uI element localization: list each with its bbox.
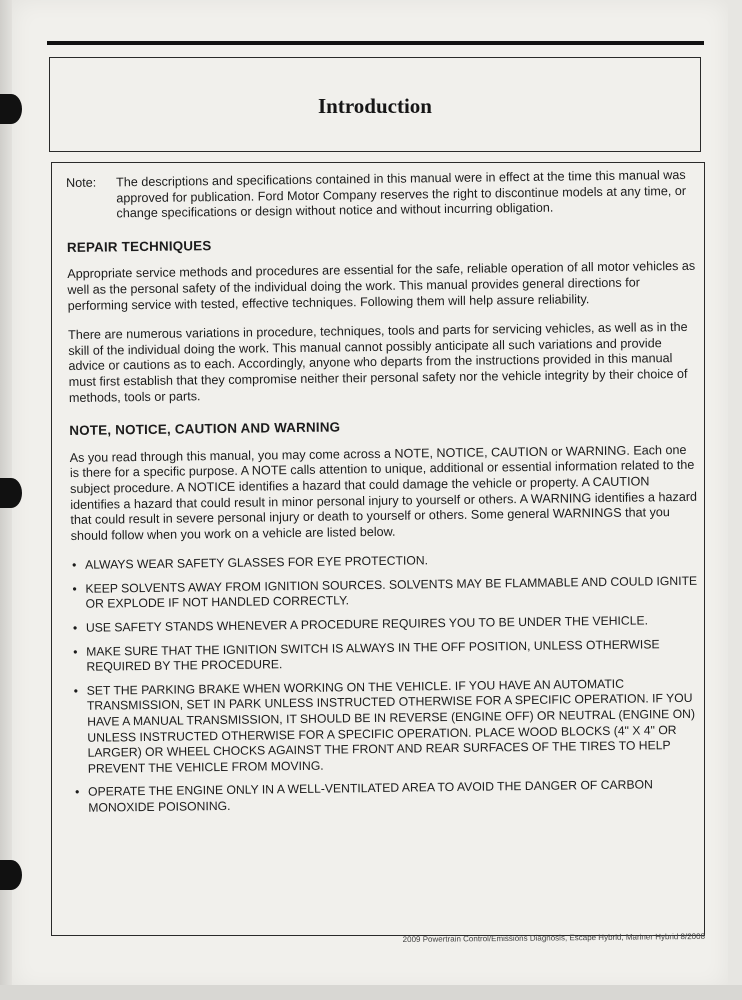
binder-hole-bottom <box>0 860 22 890</box>
note-label: Note: <box>66 175 97 190</box>
notice-heading: NOTE, NOTICE, CAUTION AND WARNING <box>69 419 341 439</box>
warning-item: • ALWAYS WEAR SAFETY GLASSES FOR EYE PROTECTION. <box>71 550 699 574</box>
page-title: Introduction <box>318 94 432 118</box>
repair-paragraph: There are numerous variations in procedure, techniques, tools and parts for servicing vehicles, as well as in the skill of the individual doing the work. This manual cannot possibly anticipate all such variations and provide advice or cautions as to each. Accordingly, anyone who departs from the instructions provided in this manual must first establish that they compromise neither their personal safety nor the vehicle integrity by their choice of methods, tools or parts. <box>67 320 688 405</box>
title-box <box>49 57 701 152</box>
repair-paragraph: Appropriate service methods and procedures are essential for the safe, reliable operation of all motor vehicles as well as the personal safety of the individual doing the work. This manual provides general directions for performing service with tested, effective techniques. Following them will help assure reliability. <box>67 259 696 313</box>
page-footer: 2009 Powertrain Control/Emissions Diagnosis, Escape Hybrid, Mariner Hybrid 8/2008 <box>402 931 706 945</box>
warnings-list <box>71 550 702 817</box>
warning-item: • KEEP SOLVENTS AWAY FROM IGNITION SOURCES. SOLVENTS MAY BE FLAMMABLE AND COULD IGNITE OR EXPLODE IF NOT HANDLED CORRECTLY. <box>71 574 699 613</box>
repair-techniques-heading: REPAIR TECHNIQUES <box>66 237 212 255</box>
top-rule <box>47 41 704 45</box>
warning-item: • SET THE PARKING BRAKE WHEN WORKING ON THE VEHICLE. IF YOU HAVE AN AUTOMATIC TRANSMISSION, SET IN PARK UNLESS INSTRUCTED OTHERWISE FOR A SPECIFIC OPERATION. IF YOU HAVE A MANUAL TRANSMISSION, IT SHOULD BE IN REVERSE (ENGINE OFF) OR NEUTRAL (ENGINE ON) UNLESS INSTRUCTED OTHERWISE FOR A SPECIFIC OPERATION. PLACE WOOD BLOCKS (4" X 4" OR LARGER) OR WHEEL CHOCKS AGAINST THE FRONT AND REAR SURFACES OF THE TIRES TO HELP PREVENT THE VEHICLE FROM MOVING. <box>73 676 702 778</box>
notice-paragraph: As you read through this manual, you may come across a NOTE, NOTICE, CAUTION or WARNING. Each one is there for a specific purpose. A NOTE calls attention to unique, additional or essential information related to the subject procedure. A NOTICE identifies a hazard that could damage the vehicle or property. A CAUTION identifies a hazard that could result in minor personal injury to yourself or others. A WARNING identifies a hazard that could result in severe personal injury or death to yourself or others. Some general WARNINGS that you should follow when you work on a vehicle are listed below. <box>69 442 698 543</box>
content-body <box>66 168 702 825</box>
warning-item: • MAKE SURE THAT THE IGNITION SWITCH IS ALWAYS IN THE OFF POSITION, UNLESS OTHERWISE REQUIRED BY THE PROCEDURE. <box>72 636 700 675</box>
binder-hole-top <box>0 94 22 124</box>
note-block <box>66 168 695 223</box>
page-edge-bottom <box>0 985 742 1000</box>
binder-hole-middle <box>0 478 22 508</box>
note-text: The descriptions and specifications contained in this manual were in effect at the time this manual was approved for publication. Ford Motor Company reserves the right to discontinue models at any time, or change specifications or design without notice and without incurring obligation. <box>115 167 687 221</box>
warning-item: • USE SAFETY STANDS WHENEVER A PROCEDURE REQUIRES YOU TO BE UNDER THE VEHICLE. <box>72 613 700 637</box>
warning-item: • OPERATE THE ENGINE ONLY IN A WELL-VENTILATED AREA TO AVOID THE DANGER OF CARBON MONOXIDE POISONING. <box>74 777 702 816</box>
